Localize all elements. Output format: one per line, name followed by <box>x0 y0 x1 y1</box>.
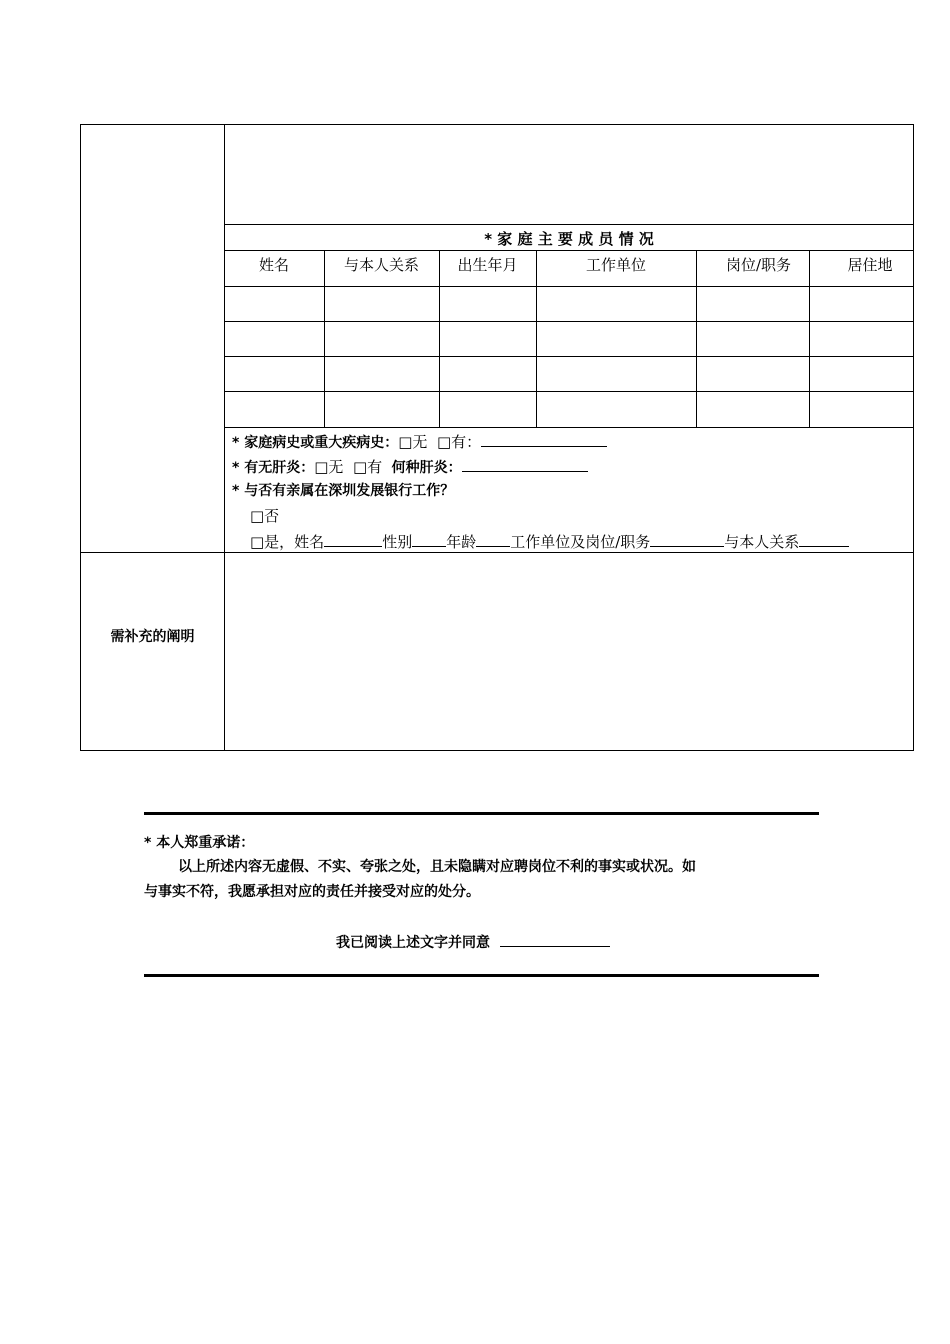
column-header-relation: 与本人关系 <box>343 256 419 274</box>
family-title-top-line <box>224 224 914 225</box>
family-table-bottom-line <box>224 427 914 428</box>
hepatitis-none-checkbox[interactable]: □无 <box>314 458 344 476</box>
column-header-position: 岗位/职务 <box>725 256 792 274</box>
column-header-residence: 居住地 <box>847 256 893 274</box>
family-disease-blank[interactable] <box>481 432 607 447</box>
relatives-yes-checkbox[interactable]: □是，姓名 <box>250 533 325 551</box>
agree-line <box>336 932 610 952</box>
relative-gender-blank[interactable] <box>412 532 446 547</box>
gender-label: 性别 <box>382 533 413 551</box>
relatives-yes-line <box>250 532 849 551</box>
family-table-row[interactable] <box>225 287 913 320</box>
supplement-input-area[interactable] <box>225 553 913 750</box>
age-label: 年龄 <box>446 533 477 551</box>
relatives-no-checkbox[interactable]: □否 <box>250 507 280 525</box>
hepatitis-label: * 有无肝炎： <box>232 460 315 476</box>
family-section-title: * 家 庭 主 要 成 员 情 况 <box>484 230 654 248</box>
family-disease-none-checkbox[interactable]: □无 <box>398 433 428 451</box>
column-header-name: 姓名 <box>258 256 289 274</box>
family-disease-label: * 家庭病史或重大疾病史： <box>232 435 399 451</box>
relative-age-blank[interactable] <box>476 532 510 547</box>
work-position-label: 工作单位及岗位/职务 <box>510 533 651 551</box>
family-disease-yes-checkbox[interactable]: □有： <box>436 433 482 451</box>
relatives-question: * 与否有亲属在深圳发展银行工作？ <box>232 483 455 499</box>
pledge-title: * 本人郑重承诺： <box>144 835 255 851</box>
family-table-row[interactable] <box>225 357 913 390</box>
hepatitis-line <box>232 457 588 477</box>
relation-label: 与本人关系 <box>724 533 800 551</box>
family-table-row[interactable] <box>225 392 913 426</box>
column-header-employer: 工作单位 <box>585 256 646 274</box>
family-header-top-line <box>224 250 914 251</box>
relative-relation-blank[interactable] <box>799 532 849 547</box>
pledge-text-line2: 与事实不符，我愿承担对应的责任并接受对应的处分。 <box>144 884 480 900</box>
family-table-row[interactable] <box>225 322 913 355</box>
agree-text: 我已阅读上述文字并同意 <box>336 935 490 951</box>
relative-work-blank[interactable] <box>650 532 724 547</box>
hepatitis-type-label: 何种肝炎： <box>391 460 462 476</box>
agree-signature-blank[interactable] <box>500 932 610 947</box>
pledge-top-rule <box>144 812 819 815</box>
column-header-birth: 出生年月 <box>457 256 518 274</box>
relative-name-blank[interactable] <box>324 532 382 547</box>
hepatitis-yes-checkbox[interactable]: □有 <box>352 458 383 476</box>
hepatitis-type-blank[interactable] <box>462 457 588 472</box>
family-disease-line <box>232 432 607 452</box>
pledge-bottom-rule <box>144 974 819 977</box>
supplement-label: 需补充的阐明 <box>110 629 195 645</box>
pledge-text-line1: 以上所述内容无虚假、不实、夸张之处，且未隐瞒对应聘岗位不利的事实或状况。如 <box>178 859 696 875</box>
